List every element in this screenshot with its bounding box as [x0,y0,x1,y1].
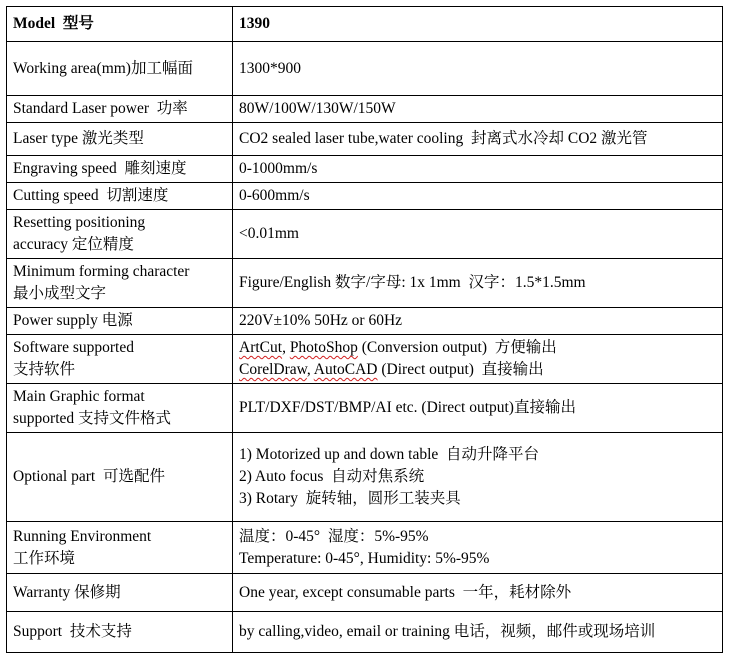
table-row-optional-part [7,433,723,522]
row-value-cell [233,433,723,522]
row-label: Support 技术支持 [13,623,132,640]
row-label-line: Minimum forming character [13,263,190,280]
row-value: 0-600mm/s [239,187,310,204]
row-value-cell [233,123,723,156]
table-row-laser-power [7,96,723,123]
header-value-cell [233,7,723,42]
row-label-line: Running Environment [13,527,152,545]
separator: , [306,361,314,378]
table-row-minimum-character [7,259,723,308]
row-value: 80W/100W/130W/150W [239,100,396,117]
table-header-row [7,7,723,42]
row-value-cell [233,335,723,384]
row-label-line: 最小成型文字 [13,285,107,302]
table-row-graphic-format [7,384,723,433]
row-value-cell [233,259,723,308]
row-label-cell [7,612,233,653]
row-label: Optional part 可选配件 [13,468,165,485]
row-value-cell [233,156,723,183]
environment-line: 温度：0-45° 湿度：5%-95% [239,527,429,545]
header-label-cell [7,7,233,42]
row-label: Standard Laser power 功率 [13,100,188,117]
row-label-line: Software supported [13,339,134,356]
row-value: CO2 sealed laser tube,water cooling 封离式水冷却 CO2 激光管 [239,130,648,147]
row-value: <0.01mm [239,225,299,242]
row-label-line: supported 支持文件格式 [13,410,172,427]
table-row-running-environment [7,522,723,574]
row-value: by calling,video, email or training 电话，视频，邮件或现场培训 [239,623,656,640]
row-label-cell [7,574,233,612]
software-name: AutoCAD [313,361,378,378]
row-label-line: Main Graphic format [13,388,145,405]
table-row-engraving-speed [7,156,723,183]
row-value-cell [233,210,723,259]
row-label: Cutting speed 切割速度 [13,187,169,204]
row-value-cell [233,574,723,612]
row-value-cell [233,308,723,335]
row-label: Warranty 保修期 [13,583,121,601]
software-name: ArtCut [239,339,283,356]
option-item: 1) Motorized up and down table 自动升降平台 [239,446,540,463]
row-label: Laser type 激光类型 [13,130,144,147]
table-row-warranty [7,574,723,612]
software-note: (Direct output) 直接输出 [377,361,544,378]
row-label-cell [7,96,233,123]
software-name: PhotoShop [289,339,358,356]
row-label: Engraving speed 雕刻速度 [13,160,187,177]
row-label-cell [7,433,233,522]
specification-table [6,6,723,653]
header-label: Model 型号 [13,15,94,32]
row-label-cell [7,42,233,96]
row-label-cell [7,156,233,183]
environment-line: Temperature: 0-45°, Humidity: 5%-95% [239,549,490,567]
row-value: 0-1000mm/s [239,160,318,177]
row-value: Figure/English 数字/字母: 1x 1mm 汉字：1.5*1.5mm [239,274,586,291]
software-line-2 [239,359,716,381]
software-name: CorelDraw [239,361,307,378]
row-value-cell [233,42,723,96]
software-note: (Conversion output) 方便输出 [357,339,557,356]
separator: , [282,339,290,356]
row-label-cell [7,308,233,335]
option-item: 3) Rotary 旋转轴，圆形工装夹具 [239,490,461,507]
table-row-power-supply [7,308,723,335]
table-row-cutting-speed [7,183,723,210]
row-label-cell [7,183,233,210]
row-label: Power supply 电源 [13,312,133,329]
row-label: Working area(mm)加工幅面 [13,59,193,77]
header-value: 1390 [239,15,270,32]
row-value-cell [233,522,723,574]
row-value: PLT/DXF/DST/BMP/AI etc. (Direct output)直接输出 [239,399,576,416]
table-row-software [7,335,723,384]
row-value-cell [233,183,723,210]
table-row-support [7,612,723,653]
option-item: 2) Auto focus 自动对焦系统 [239,468,425,485]
row-value-cell [233,384,723,433]
row-label-cell [7,123,233,156]
row-label-line: accuracy 定位精度 [13,236,134,253]
row-label-cell [7,335,233,384]
table-row-working-area [7,42,723,96]
table-row-laser-type [7,123,723,156]
row-value: 1300*900 [239,59,301,77]
row-label-cell [7,384,233,433]
table-row-positioning-accuracy [7,210,723,259]
row-label-line: 工作环境 [13,549,76,567]
row-label-line: 支持软件 [13,361,76,378]
row-value-cell [233,612,723,653]
row-label-cell [7,210,233,259]
row-label-cell [7,259,233,308]
row-value-cell [233,96,723,123]
row-value: One year, except consumable parts 一年，耗材除外 [239,583,572,601]
row-label-line: Resetting positioning [13,214,146,231]
row-value: 220V±10% 50Hz or 60Hz [239,312,403,329]
software-line-1 [239,337,716,359]
row-label-cell [7,522,233,574]
